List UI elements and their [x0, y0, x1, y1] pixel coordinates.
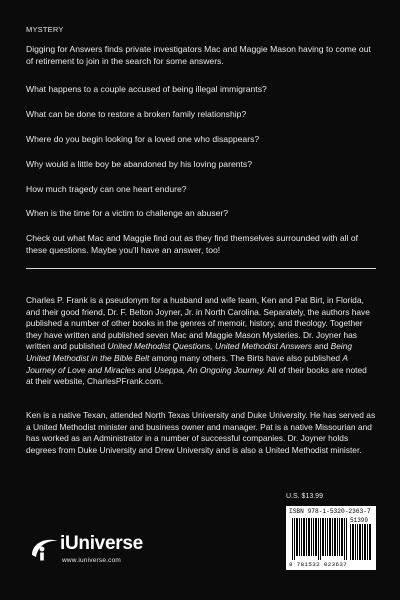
author-bio-paragraph [26, 295, 376, 388]
publisher-logo [26, 531, 166, 571]
question-4: Why would a little boy be abandoned by his loving parents? [26, 159, 252, 169]
bio-text-1: Charles P. Frank is a pseudonym for a husband and wife team, Ken and Pat Birt, in Florida, and their good friend, Dr. F. Belton Joyner, Jr. in North Carolina. Separately, the authors have published a number of other books in the genres of memoir, history, and theology. Together they have written and published seven Mac and Maggie Mason Mysteries. Dr. Joyner has written and published [26, 295, 370, 352]
bio-text-4: and [135, 364, 155, 375]
barcode-number: 9 781532 023637 [289, 561, 348, 568]
isbn-barcode [286, 506, 376, 570]
book-title-2: Being United Methodist in the Bible Belt [26, 341, 353, 363]
closing-paragraph: Check out what Mac and Maggie find out as they find themselves surrounded with all of these questions. Maybe you'll have an answer, too! [26, 233, 358, 255]
question-6: When is the time for a victim to challenge an abuser? [26, 208, 229, 218]
question-5: How much tragedy can one heart endure? [26, 184, 187, 194]
barcode-bars-icon [292, 518, 348, 560]
divider [26, 268, 376, 269]
isbn-number: ISBN 978-1-5320-2363-7 [289, 508, 371, 515]
iuniverse-swoosh-icon [28, 535, 60, 563]
publisher-name: iUniverse [60, 533, 143, 554]
addon-barcode-icon [350, 524, 372, 560]
bio-text-2: and [312, 341, 331, 352]
book-title-1: United Methodist Questions, United Methodist Answers [107, 341, 312, 352]
question-2: What can be done to restore a broken family relationship? [26, 109, 247, 119]
genre-label: MYSTERY [26, 25, 64, 34]
question-1: What happens to a couple accused of being illegal immigrants? [26, 84, 267, 94]
question-3: Where do you begin looking for a loved one who disappears? [26, 134, 260, 144]
book-title-3: A Journey of Love and Miracles [26, 352, 348, 375]
bio-text-5: All of their books are noted at their website, CharlesPFrank.com. [26, 364, 367, 387]
publisher-url: www.iuniverse.com [62, 557, 122, 564]
bio-text-3: among many others. The Birts have also published [149, 352, 343, 363]
book-title-4: Useppa, An Ongoing Journey. [154, 364, 266, 375]
addon-price-code: 51399 [350, 517, 369, 524]
author-background-paragraph: Ken is a native Texan, attended North Texas University and Duke University. He has served as a United Methodist minister and business owner and manager. Pat is a native Missourian and has worked as an Administrator in a number of successful companies. Dr. Joyner holds degrees from Duke University and Drew University and is also a United Methodist minister. [26, 410, 376, 455]
intro-paragraph: Digging for Answers finds private investigators Mac and Maggie Mason having to come out of retirement to join in the search for some answers. [26, 44, 371, 66]
price-label: U.S. $13.99 [286, 493, 323, 500]
